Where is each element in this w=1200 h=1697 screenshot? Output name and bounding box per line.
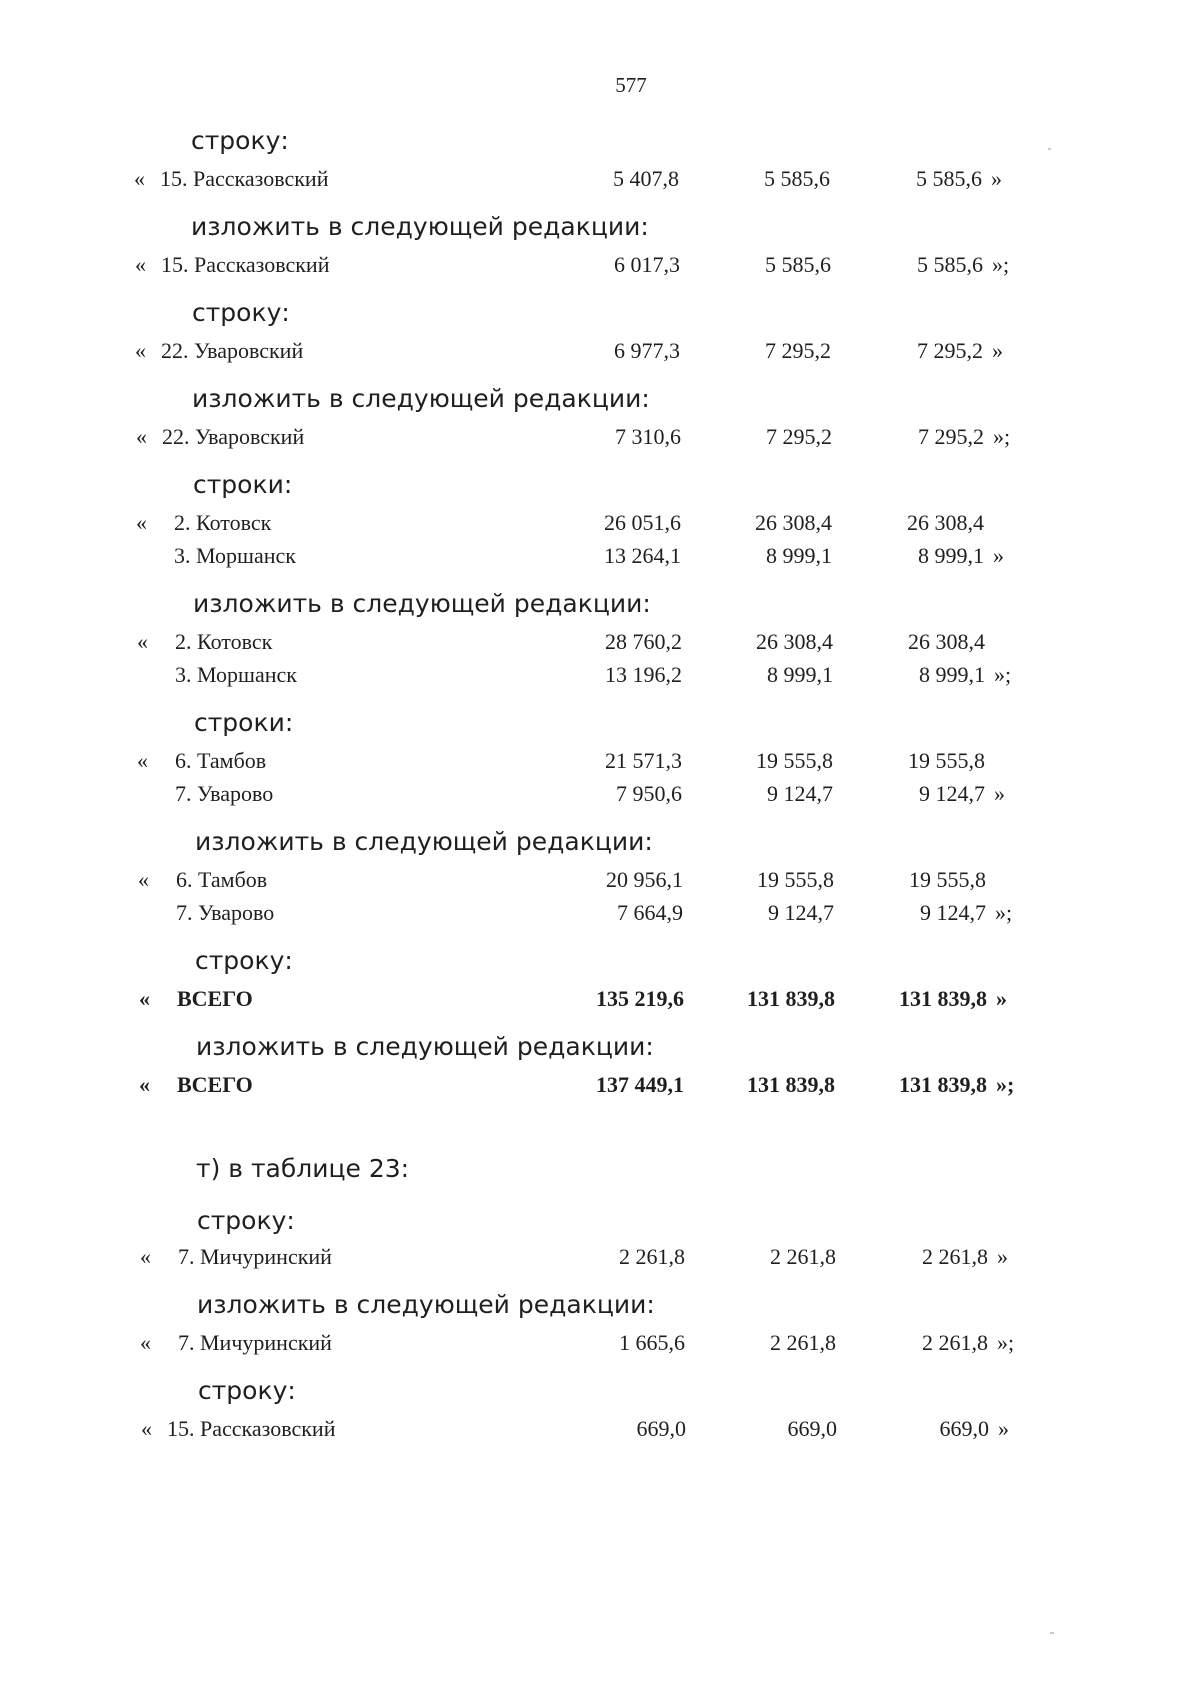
opening-quote: « — [140, 1244, 151, 1269]
prose-text: строку: — [195, 946, 293, 975]
value-column-2: 7 295,2 — [765, 338, 831, 363]
row-label: ВСЕГО — [177, 1072, 253, 1097]
value-column-1: 13 196,2 — [605, 662, 682, 687]
prose-line — [0, 589, 1200, 623]
prose-text: изложить в следующей редакции: — [195, 827, 653, 856]
prose-line — [0, 470, 1200, 504]
prose-line — [0, 1290, 1200, 1324]
table-row — [0, 744, 1200, 778]
value-column-1: 2 261,8 — [619, 1244, 685, 1269]
value-column-1: 137 449,1 — [596, 1072, 684, 1097]
prose-line — [0, 1154, 1200, 1188]
row-label: 7. Уварово — [175, 781, 274, 806]
value-column-3: 26 308,4 — [907, 510, 984, 535]
closing-quote: » — [997, 1244, 1008, 1269]
prose-line — [0, 827, 1200, 861]
value-column-2: 669,0 — [787, 1416, 837, 1441]
prose-line — [0, 298, 1200, 332]
prose-line — [0, 384, 1200, 418]
value-column-1: 1 665,6 — [619, 1330, 685, 1355]
value-column-3: 2 261,8 — [922, 1330, 988, 1355]
value-column-1: 13 264,1 — [604, 543, 681, 568]
row-label: ВСЕГО — [177, 986, 253, 1011]
value-column-2: 7 295,2 — [766, 424, 832, 449]
prose-line — [0, 126, 1200, 160]
prose-line — [0, 1376, 1200, 1410]
value-column-1: 5 407,8 — [613, 166, 679, 191]
prose-line — [0, 1206, 1200, 1240]
row-label: 6. Тамбов — [175, 748, 267, 773]
row-label: 2. Котовск — [174, 510, 272, 535]
opening-quote: « — [139, 1072, 150, 1097]
table-row — [0, 334, 1200, 368]
row-label: 6. Тамбов — [176, 867, 268, 892]
value-column-3: 19 555,8 — [909, 867, 986, 892]
row-label: 3. Моршанск — [174, 543, 296, 568]
table-row — [0, 1068, 1200, 1102]
prose-text: т) в таблице 23: — [196, 1154, 410, 1183]
table-row — [0, 506, 1200, 540]
opening-quote: « — [136, 510, 147, 535]
table-row — [0, 162, 1200, 196]
table-row — [0, 1412, 1200, 1446]
value-column-3: 9 124,7 — [920, 900, 986, 925]
prose-line — [0, 212, 1200, 246]
value-column-3: 7 295,2 — [918, 424, 984, 449]
value-column-1: 6 017,3 — [614, 252, 680, 277]
value-column-1: 28 760,2 — [605, 629, 682, 654]
table-row — [0, 248, 1200, 282]
closing-quote: »; — [996, 1072, 1015, 1097]
opening-quote: « — [135, 338, 146, 363]
prose-text: изложить в следующей редакции: — [196, 1032, 654, 1061]
opening-quote: « — [135, 252, 146, 277]
prose-text: изложить в следующей редакции: — [191, 212, 649, 241]
row-label: 22. Уваровский — [162, 424, 305, 449]
scan-artifact — [1050, 1632, 1054, 1634]
value-column-3: 8 999,1 — [918, 543, 984, 568]
prose-text: изложить в следующей редакции: — [197, 1290, 655, 1319]
table-row — [0, 539, 1200, 573]
table-row — [0, 420, 1200, 454]
value-column-2: 19 555,8 — [756, 748, 833, 773]
prose-line — [0, 1032, 1200, 1066]
value-column-3: 5 585,6 — [917, 252, 983, 277]
opening-quote: « — [134, 166, 145, 191]
opening-quote: « — [137, 748, 148, 773]
value-column-3: 5 585,6 — [916, 166, 982, 191]
value-column-1: 21 571,3 — [605, 748, 682, 773]
prose-text: изложить в следующей редакции: — [192, 384, 650, 413]
closing-quote: »; — [997, 1330, 1015, 1355]
page-number: 577 — [615, 73, 647, 97]
prose-text: строки: — [194, 708, 294, 737]
closing-quote: » — [994, 781, 1005, 806]
closing-quote: » — [998, 1416, 1009, 1441]
opening-quote: « — [138, 867, 149, 892]
opening-quote: « — [141, 1416, 152, 1441]
closing-quote: »; — [993, 424, 1011, 449]
scan-artifact — [1048, 148, 1051, 150]
prose-text: изложить в следующей редакции: — [193, 589, 651, 618]
prose-line — [0, 946, 1200, 980]
opening-quote: « — [136, 424, 147, 449]
row-label: 7. Мичуринский — [178, 1330, 332, 1355]
opening-quote: « — [137, 629, 148, 654]
value-column-2: 26 308,4 — [756, 629, 833, 654]
prose-text: строки: — [193, 470, 293, 499]
value-column-3: 26 308,4 — [908, 629, 985, 654]
value-column-3: 131 839,8 — [899, 1072, 987, 1097]
closing-quote: » — [996, 986, 1007, 1011]
prose-text: строку: — [192, 298, 290, 327]
row-label: 15. Рассказовский — [161, 252, 330, 277]
table-row — [0, 625, 1200, 659]
value-column-3: 8 999,1 — [919, 662, 985, 687]
value-column-1: 669,0 — [636, 1416, 686, 1441]
table-row — [0, 982, 1200, 1016]
value-column-2: 2 261,8 — [770, 1330, 836, 1355]
value-column-3: 669,0 — [939, 1416, 989, 1441]
opening-quote: « — [140, 1330, 151, 1355]
prose-line — [0, 708, 1200, 742]
value-column-1: 20 956,1 — [606, 867, 683, 892]
closing-quote: » — [991, 166, 1002, 191]
row-label: 15. Рассказовский — [167, 1416, 336, 1441]
table-row — [0, 1240, 1200, 1274]
value-column-2: 5 585,6 — [764, 166, 830, 191]
closing-quote: »; — [994, 662, 1012, 687]
value-column-2: 131 839,8 — [747, 986, 835, 1011]
value-column-2: 131 839,8 — [747, 1072, 835, 1097]
row-label: 15. Рассказовский — [160, 166, 329, 191]
value-column-2: 5 585,6 — [765, 252, 831, 277]
value-column-2: 8 999,1 — [766, 543, 832, 568]
value-column-1: 7 310,6 — [615, 424, 681, 449]
value-column-3: 7 295,2 — [917, 338, 983, 363]
value-column-3: 2 261,8 — [922, 1244, 988, 1269]
prose-text: строку: — [198, 1376, 296, 1405]
closing-quote: » — [993, 543, 1004, 568]
row-label: 7. Мичуринский — [178, 1244, 332, 1269]
value-column-2: 9 124,7 — [767, 781, 833, 806]
prose-text: строку: — [197, 1206, 295, 1235]
opening-quote: « — [139, 986, 150, 1011]
value-column-1: 26 051,6 — [604, 510, 681, 535]
value-column-2: 8 999,1 — [767, 662, 833, 687]
table-row — [0, 777, 1200, 811]
table-row — [0, 896, 1200, 930]
row-label: 7. Уварово — [176, 900, 275, 925]
closing-quote: »; — [992, 252, 1010, 277]
value-column-1: 7 950,6 — [616, 781, 682, 806]
table-row — [0, 1326, 1200, 1360]
prose-text: строку: — [191, 126, 289, 155]
closing-quote: »; — [995, 900, 1013, 925]
table-row — [0, 863, 1200, 897]
value-column-2: 26 308,4 — [755, 510, 832, 535]
value-column-3: 19 555,8 — [908, 748, 985, 773]
value-column-1: 6 977,3 — [614, 338, 680, 363]
closing-quote: » — [992, 338, 1003, 363]
value-column-3: 131 839,8 — [899, 986, 987, 1011]
row-label: 3. Моршанск — [175, 662, 297, 687]
value-column-2: 9 124,7 — [768, 900, 834, 925]
value-column-1: 135 219,6 — [596, 986, 684, 1011]
value-column-1: 7 664,9 — [617, 900, 683, 925]
value-column-2: 19 555,8 — [757, 867, 834, 892]
table-row — [0, 658, 1200, 692]
value-column-3: 9 124,7 — [919, 781, 985, 806]
row-label: 22. Уваровский — [161, 338, 304, 363]
value-column-2: 2 261,8 — [770, 1244, 836, 1269]
row-label: 2. Котовск — [175, 629, 273, 654]
